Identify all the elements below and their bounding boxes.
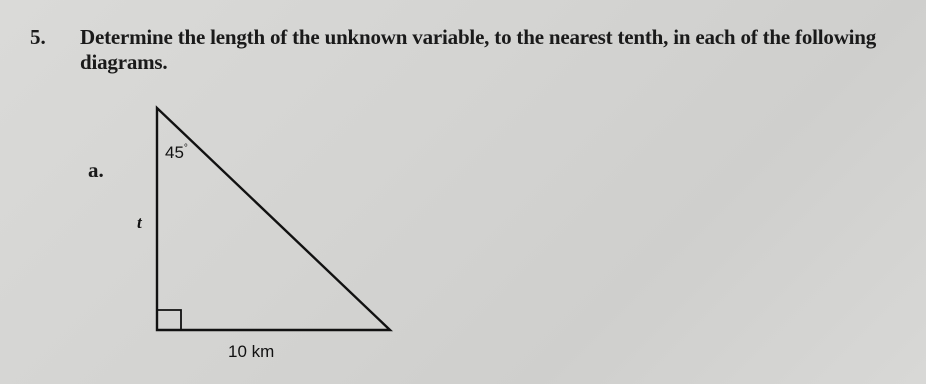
triangle-outline [157,108,390,330]
base-length-label: 10 km [228,342,275,361]
angle-label: 45° [165,143,188,162]
part-a-label: a. [88,158,104,182]
question-text: Determine the length of the unknown variable, to the nearest tenth, in each of the following diagrams. [80,25,877,74]
right-angle-marker [157,310,181,330]
question-number: 5. [30,25,46,49]
side-variable-t: t [137,213,142,232]
